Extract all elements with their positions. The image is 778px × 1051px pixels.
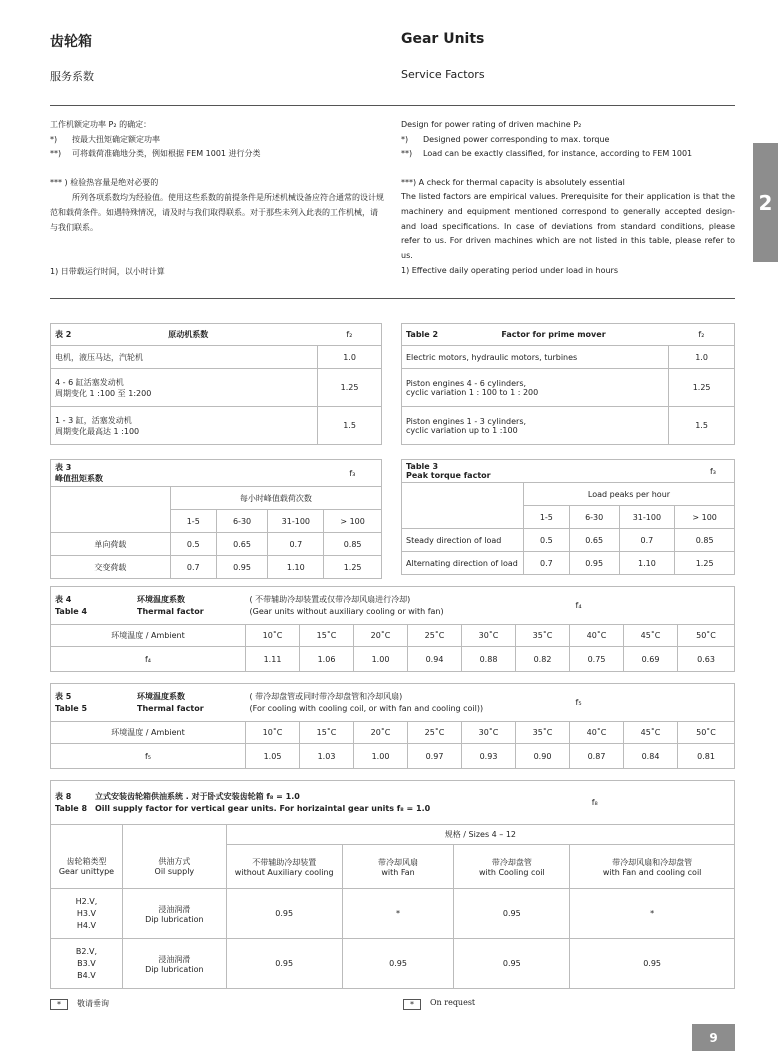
- table-symbol: f₈: [570, 781, 735, 825]
- table-row: Piston engines 1 - 3 cylinders, cyclic variation up to 1 :100: [402, 407, 669, 445]
- table-subheader: 规格 / Sizes 4 – 12: [226, 825, 734, 845]
- subtitle-zh: 服务系数: [50, 70, 94, 83]
- table-cell: 1.25: [324, 556, 382, 579]
- table-cell: 1.5: [669, 407, 735, 445]
- table-col: 30˚C: [462, 722, 516, 744]
- table-cell: 0.75: [570, 647, 624, 672]
- table5: [50, 683, 735, 769]
- table-cell: 0.7: [170, 556, 216, 579]
- table-row: Electric motors, hydraulic motors, turbines: [402, 346, 669, 369]
- table-cell: 1.0: [669, 346, 735, 369]
- table2-en: [401, 323, 735, 445]
- table-cell: 0.5: [523, 529, 569, 552]
- table-cell: 浸油润滑 Dip lubrication: [122, 889, 226, 939]
- table-col: 35˚C: [516, 722, 570, 744]
- table-col: 6-30: [569, 506, 619, 529]
- marker: *** ): [50, 177, 68, 187]
- table4-header: 表 4 环境温度系数 Table 4 Thermal factor: [51, 587, 246, 625]
- table5-desc: ( 带冷却盘管或同时带冷却盘管和冷却风扇) (For cooling with cooling coil, or with fan and cooling coil)): [246, 684, 570, 722]
- table-row-label: 交变荷载: [51, 556, 171, 579]
- table-col: 不带辅助冷却装置 without Auxiliary cooling: [226, 845, 342, 889]
- table-cell: 1.00: [354, 744, 408, 769]
- table-cell: 0.65: [569, 529, 619, 552]
- footnote-zh: 敬请垂询: [77, 999, 109, 1008]
- intro-en-l1: Designed power corresponding to max. torque: [423, 134, 610, 144]
- intro-zh: [50, 118, 385, 235]
- table-subheader: 每小时峰值载荷次数: [170, 487, 381, 510]
- table-row: 4 - 6 缸活塞发动机 周期变化 1 :100 至 1:200: [51, 369, 318, 407]
- footnote-star-en: *: [403, 999, 421, 1010]
- table-col: 1-5: [523, 506, 569, 529]
- table-col: 40˚C: [570, 625, 624, 647]
- table3-zh: [50, 459, 382, 579]
- intro-zh-para: 所列各项系数均为经验值。使用这些系数的前提条件是所述机械设备应符合通常的设计规范和载荷条件。如遇特殊情况，请及时与我们取得联系。对于那些未列入此表的工作机械，请与我们联系。: [50, 193, 384, 232]
- table-cell: 0.97: [408, 744, 462, 769]
- table-cell: 0.88: [462, 647, 516, 672]
- table-cell: 0.81: [678, 744, 735, 769]
- table-col: 31-100: [619, 506, 675, 529]
- table8-header: 表 8 立式安装齿轮箱供油系统 . 对于卧式安装齿轮箱 f₈ = 1.0 Table 8 Oill supply factor for vertical gear units. For horizaintal gear units f₈ = 1.0: [51, 781, 570, 825]
- table-symbol: f₂: [669, 324, 735, 346]
- table-col: 35˚C: [516, 625, 570, 647]
- table-cell: 1.06: [300, 647, 354, 672]
- marker: ***): [401, 177, 417, 187]
- table-label: 表 3峰值扭矩系数: [51, 460, 171, 487]
- chapter-tab: 2: [753, 143, 778, 262]
- table-symbol: f₄: [570, 587, 735, 625]
- table4-desc: ( 不带辅助冷却装置或仅带冷却风扇进行冷却) (Gear units without auxiliary cooling or with fan): [246, 587, 570, 625]
- table5-header: 表 5 环境温度系数 Table 5 Thermal factor: [51, 684, 246, 722]
- table-cell: 0.84: [624, 744, 678, 769]
- table-label: Table 2: [402, 324, 462, 346]
- page-number: 9: [692, 1024, 735, 1051]
- table-col: 45˚C: [624, 625, 678, 647]
- table-symbol: f₃: [675, 460, 735, 483]
- table-col: 30˚C: [462, 625, 516, 647]
- table-cell: 0.95: [570, 939, 735, 989]
- table-cell: 0.95: [454, 939, 570, 989]
- table-cell: 0.5: [170, 533, 216, 556]
- table-col: 10˚C: [246, 625, 300, 647]
- table-cell: 0.7: [523, 552, 569, 575]
- table-col: 10˚C: [246, 722, 300, 744]
- intro-zh-note: 1) 日带载运行时间，以小时计算: [50, 267, 165, 276]
- table-row-label: Alternating direction of load: [402, 552, 524, 575]
- table-cell: 1.10: [268, 556, 324, 579]
- table-row-label: H2.V, H3.V H4.V: [51, 889, 123, 939]
- table-col: 50˚C: [678, 625, 735, 647]
- table-row-label: Steady direction of load: [402, 529, 524, 552]
- table-col: 带冷却盘管 with Cooling coil: [454, 845, 570, 889]
- table3-en: [401, 459, 735, 575]
- table-cell: 0.94: [408, 647, 462, 672]
- table-cell: 0.85: [324, 533, 382, 556]
- subtitle-en: Service Factors: [401, 68, 485, 81]
- table-cell: 0.87: [570, 744, 624, 769]
- table-cell: 浸油润滑 Dip lubrication: [122, 939, 226, 989]
- table-symbol: f₂: [318, 324, 382, 346]
- intro-zh-line1: 工作机额定功率 P₂ 的确定：: [50, 120, 152, 129]
- table-cell: 0.93: [462, 744, 516, 769]
- intro-zh-l3: 检验热容量是绝对必要的: [70, 177, 159, 187]
- table-col: 25˚C: [408, 625, 462, 647]
- table-cell: 1.05: [246, 744, 300, 769]
- intro-en: [401, 118, 735, 278]
- table-cell: *: [570, 889, 735, 939]
- intro-en-l2: Load can be exactly classified, for instance, according to FEM 1001: [423, 149, 693, 158]
- table-title: 原动机系数: [110, 324, 317, 346]
- table-cell: *: [342, 889, 454, 939]
- intro-en-line1: Design for power rating of driven machine P₂: [401, 120, 582, 129]
- table-cell: 0.82: [516, 647, 570, 672]
- table-cell: 1.10: [619, 552, 675, 575]
- table-cell: 0.95: [226, 939, 342, 989]
- table-row-label: 环境温度 / Ambient: [51, 722, 246, 744]
- table-col: 50˚C: [678, 722, 735, 744]
- table8: [50, 780, 735, 989]
- table-col: 45˚C: [624, 722, 678, 744]
- mid-rule: [50, 298, 735, 299]
- table-cell: 0.85: [675, 529, 735, 552]
- table-col: 31-100: [268, 510, 324, 533]
- title-en: Gear Units: [401, 31, 485, 47]
- table-cell: 0.7: [268, 533, 324, 556]
- top-rule: [50, 105, 735, 106]
- table-col: 15˚C: [300, 722, 354, 744]
- table-cell: 1.03: [300, 744, 354, 769]
- table-col: 带冷却风扇 with Fan: [342, 845, 454, 889]
- intro-en-para: The listed factors are empirical values. Prerequisite for their application is that the machinery and equipment mentioned correspond to generally accepted design- and load specifications. In case of deviations from standard conditions, please refer to us. For driven machines which are not listed in this table, please refer to us.: [401, 192, 735, 261]
- table2-zh: [50, 323, 382, 445]
- table-cell: 1.00: [354, 647, 408, 672]
- marker: **): [50, 149, 62, 158]
- table-row: 电机，液压马达，汽轮机: [51, 346, 318, 369]
- intro-zh-l2: 可将载荷准确地分类，例如根据 FEM 1001 进行分类: [72, 149, 261, 158]
- table-subheader: Load peaks per hour: [523, 483, 734, 506]
- table-col: > 100: [324, 510, 382, 533]
- table-cell: 0.95: [226, 889, 342, 939]
- table-cell: 0.69: [624, 647, 678, 672]
- table-cell: 1.11: [246, 647, 300, 672]
- intro-en-note: 1) Effective daily operating period under load in hours: [401, 265, 619, 275]
- table-cell: 1.25: [318, 369, 382, 407]
- table-col: 15˚C: [300, 625, 354, 647]
- table-cell: 0.95: [342, 939, 454, 989]
- table-symbol: f₃: [324, 460, 382, 487]
- intro-zh-l1: 按最大扭矩确定额定功率: [72, 134, 160, 144]
- table-col: 1-5: [170, 510, 216, 533]
- table-col: 6-30: [216, 510, 268, 533]
- table-col: 齿轮箱类型 Gear unittype: [51, 845, 123, 889]
- table-row-label: B2.V, B3.V B4.V: [51, 939, 123, 989]
- table-row-label: f₄: [51, 647, 246, 672]
- table-title: Factor for prime mover: [461, 324, 668, 346]
- marker: *): [50, 134, 58, 144]
- marker: **): [401, 149, 413, 158]
- footnote-en: On request: [430, 998, 476, 1007]
- table-cell: 0.7: [619, 529, 675, 552]
- table-cell: 0.90: [516, 744, 570, 769]
- table-cell: 1.25: [675, 552, 735, 575]
- table-col: 带冷却风扇和冷却盘管 with Fan and cooling coil: [570, 845, 735, 889]
- table-col: 20˚C: [354, 625, 408, 647]
- table-col: 20˚C: [354, 722, 408, 744]
- table-col: 25˚C: [408, 722, 462, 744]
- marker: *): [401, 134, 409, 144]
- table-cell: 0.95: [454, 889, 570, 939]
- table-cell: 0.65: [216, 533, 268, 556]
- table-cell: 1.5: [318, 407, 382, 445]
- title-zh: 齿轮箱: [50, 34, 92, 50]
- table-row: Piston engines 4 - 6 cylinders, cyclic variation 1 : 100 to 1 : 200: [402, 369, 669, 407]
- table-label: 表 2: [51, 324, 111, 346]
- intro-en-l3: A check for thermal capacity is absolutely essential: [418, 177, 625, 187]
- table-cell: 1.0: [318, 346, 382, 369]
- table-row-label: 环境温度 / Ambient: [51, 625, 246, 647]
- table-symbol: f₅: [570, 684, 735, 722]
- table-row-label: f₅: [51, 744, 246, 769]
- footnote-star-zh: *: [50, 999, 68, 1010]
- table-col: > 100: [675, 506, 735, 529]
- table-row-label: 单向荷载: [51, 533, 171, 556]
- table-col: 供油方式 Oil supply: [122, 845, 226, 889]
- table-cell: 0.95: [216, 556, 268, 579]
- table-col: 40˚C: [570, 722, 624, 744]
- table4: [50, 586, 735, 672]
- table-cell: 0.95: [569, 552, 619, 575]
- table-cell: 1.25: [669, 369, 735, 407]
- table-cell: 0.63: [678, 647, 735, 672]
- table-label: Table 3Peak torque factor: [402, 460, 524, 483]
- table-row: 1 - 3 缸，活塞发动机 周期变化最高达 1 :100: [51, 407, 318, 445]
